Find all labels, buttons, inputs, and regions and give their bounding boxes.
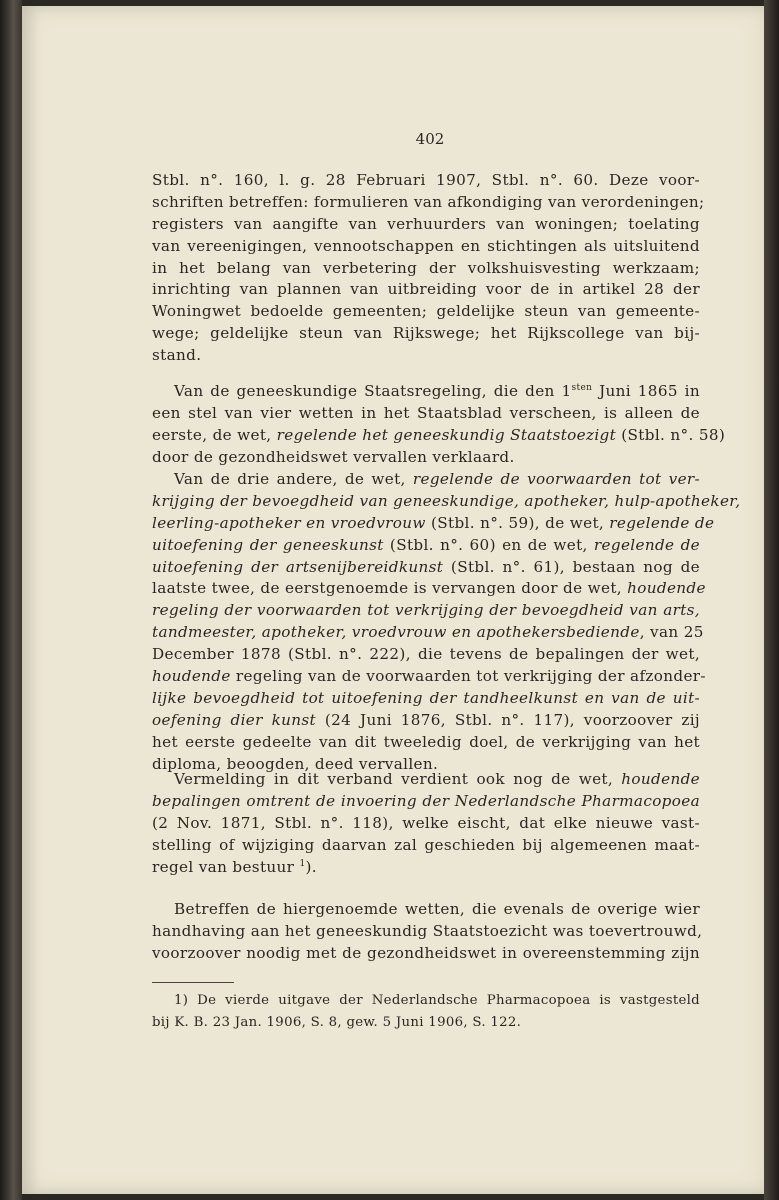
text-line: oefening dier kunst (24 Juni 1876, Stbl. n°. 117), voorzoover zij: [152, 710, 700, 729]
page-number: 402: [415, 130, 445, 148]
text-line: uitoefening der geneeskunst (Stbl. n°. 60) en de wet, regelende de: [152, 535, 700, 554]
text-line: eerste, de wet, regelende het geneeskundig Staatstoezigt (Stbl. n°. 58): [152, 425, 726, 444]
text-line: krijging der bevoegdheid van geneeskundige, apotheker, hulp-apotheker,: [152, 491, 741, 510]
footnote-line: bij K. B. 23 Jan. 1906, S. 8, gew. 5 Juni 1906, S. 122.: [152, 1014, 522, 1030]
text-line: het eerste gedeelte van dit tweeledig doel, de verkrijging van het: [152, 732, 700, 751]
text-line: leerling-apotheker en vroedvrouw (Stbl. n°. 59), de wet, regelende de: [152, 513, 715, 532]
text-line: wege; geldelijke steun van Rijkswege; het Rijkscollege van bij-: [152, 324, 700, 343]
text-line: handhaving aan het geneeskundig Staatstoezicht was toevertrouwd,: [152, 921, 703, 940]
text-line: van vereenigingen, vennootschappen en stichtingen als uitsluitend: [152, 236, 700, 255]
text-line: lijke bevoegdheid tot uitoefening der tandheelkunst en van de uit-: [152, 688, 700, 707]
text-line: schriften betreffen: formulieren van afkondiging van verordeningen;: [152, 192, 705, 211]
text-line: inrichting van plannen van uitbreiding voor de in artikel 28 der: [152, 280, 700, 299]
text-line: stelling of wijziging daarvan zal geschieden bij algemeenen maat-: [152, 835, 700, 854]
text-line: houdende regeling van de voorwaarden tot verkrijging der afzonder-: [152, 667, 706, 686]
paragraph-staatsregeling: [152, 381, 726, 469]
paragraph-drie-andere: [152, 469, 741, 775]
text-line: tandmeester, apotheker, vroedvrouw en apothekersbediende, van 25: [152, 623, 704, 642]
text-line: diploma, beoogden, deed vervallen.: [152, 754, 439, 773]
text-line: Vermelding in dit verband verdient ook nog de wet, houdende: [174, 770, 700, 788]
text-line: Betreffen de hiergenoemde wetten, die evenals de overige wier: [174, 900, 700, 918]
text-line: door de gezondheidswet vervallen verklaard.: [152, 447, 515, 466]
text-line: Woningwet bedoelde gemeenten; geldelijke steun van gemeente-: [152, 302, 700, 321]
text-line: uitoefening der artsenijbereidkunst (Stbl. n°. 61), bestaan nog de: [152, 557, 701, 576]
text-line: (2 Nov. 1871, Stbl. n°. 118), welke eischt, dat elke nieuwe vast-: [152, 813, 700, 832]
footnote-line: 1) De vierde uitgave der Nederlandsche Pharmacopoea is vastgesteld: [174, 993, 700, 1008]
footnote: [152, 990, 700, 1033]
text-line: in het belang van verbetering der volkshuisvesting werkzaam;: [152, 258, 700, 277]
paragraph-stbl: [152, 170, 705, 367]
book-gutter: [0, 0, 22, 1200]
text-line: laatste twee, de eerstgenoemde is vervangen door de wet, houdende: [152, 579, 706, 598]
text-line: Stbl. n°. 160, l. g. 28 Februari 1907, Stbl. n°. 60. Deze voor-: [152, 171, 700, 189]
text-line: December 1878 (Stbl. n°. 222), die tevens de bepalingen der wet,: [152, 645, 700, 664]
text-line: stand.: [152, 346, 202, 365]
text-line: bepalingen omtrent de invoering der Nederlandsche Pharmacopoea: [152, 791, 700, 810]
text-line: Van de geneeskundige Staatsregeling, die den $1^{sten}$ Juni 1865 in: [174, 382, 700, 400]
text-line: een stel van vier wetten in het Staatsblad verscheen, is alleen de: [152, 403, 700, 422]
text-line: regel van bestuur $^1$).: [152, 857, 317, 876]
footnote-rule: [152, 982, 234, 983]
text-line: registers van aangifte van verhuurders van woningen; toelating: [152, 214, 700, 233]
text-line: Van de drie andere, de wet, regelende de voorwaarden tot ver-: [174, 470, 700, 488]
text-line: regeling der voorwaarden tot verkrijging der bevoegdheid van arts,: [152, 601, 700, 620]
paragraph-betreffen: [152, 899, 703, 965]
text-line: voorzoover noodig met de gezondheidswet in overeenstemming zijn: [152, 943, 700, 962]
paragraph-vermelding: [152, 769, 700, 878]
page-edge: [764, 0, 779, 1200]
